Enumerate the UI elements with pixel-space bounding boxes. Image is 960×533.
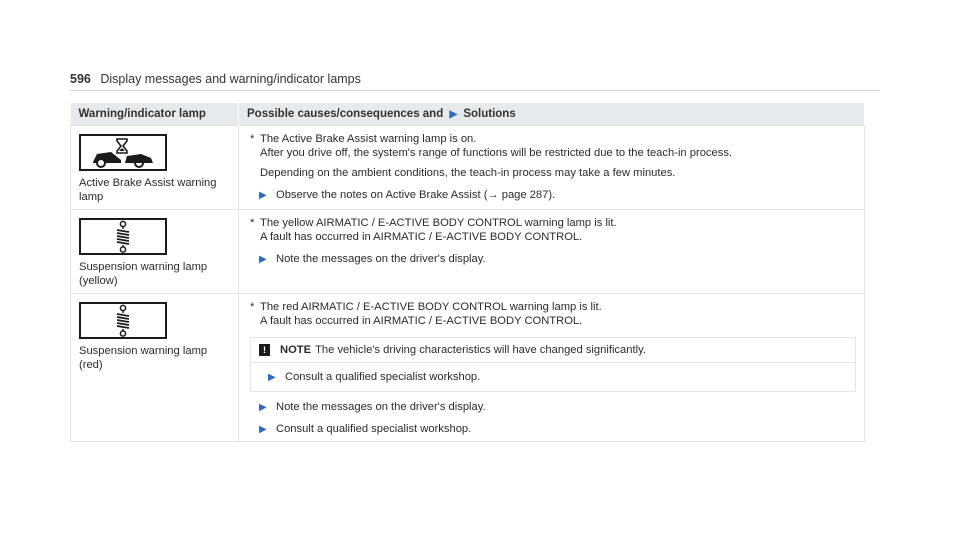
lamp-cell [71, 126, 239, 210]
cause-text: A fault has occurred in AIRMATIC / E-ACTIVE BODY CONTROL. [260, 231, 583, 243]
footnote-star: * [250, 217, 255, 229]
note-step-row [251, 362, 855, 391]
active-brake-assist-icon [79, 134, 167, 171]
lamp-label-cont: (red) [79, 359, 103, 371]
col-header-solutions-text: Solutions [463, 107, 516, 120]
col-header-causes-text: Possible causes/consequences and [247, 107, 444, 120]
solution-step [259, 188, 856, 202]
table-row [71, 126, 865, 210]
page-ref-arrow-icon: → [487, 189, 499, 201]
cause-text: After you drive off, the system's range of functions will be restricted due to the teach-in process. [260, 147, 733, 159]
footnote-star: * [250, 301, 255, 313]
cause-text: The red AIRMATIC / E-ACTIVE BODY CONTROL warning lamp is lit. [260, 301, 602, 313]
suspension-icon [79, 302, 167, 339]
step-text: Note the messages on the driver's display. [276, 401, 486, 413]
lamp-label-cont: (yellow) [79, 275, 118, 287]
causes-cell [239, 294, 865, 442]
step-arrow-icon: ▶ [259, 424, 267, 435]
warning-exclamation-icon: ! [259, 344, 270, 356]
col-header-lamp: Warning/indicator lamp [71, 103, 239, 126]
step-text: Observe the notes on Active Brake Assist ( [276, 189, 488, 201]
lamp-cell [71, 210, 239, 294]
cause-text: A fault has occurred in AIRMATIC / E-ACTIVE BODY CONTROL. [260, 315, 583, 327]
step-arrow-icon: ▶ [259, 402, 267, 413]
solution-step [259, 422, 856, 436]
page-number: 596 [70, 72, 91, 86]
step-text: Note the messages on the driver's display. [276, 253, 486, 265]
col-header-causes [239, 103, 865, 126]
step-arrow-icon: ▶ [259, 254, 267, 265]
step-arrow-icon: ▶ [259, 190, 267, 201]
suspension-icon [79, 218, 167, 255]
table-row [71, 210, 865, 294]
table-header-row [71, 103, 865, 126]
lamp-label-cont: lamp [79, 191, 104, 203]
footnote-star: * [250, 133, 255, 145]
note-box [250, 337, 856, 392]
step-arrow-icon: ▶ [268, 372, 276, 383]
solution-step [259, 252, 856, 266]
lamp-label: Active Brake Assist warning [79, 177, 217, 189]
solution-arrow-icon: ▶ [449, 108, 458, 120]
causes-cell [239, 126, 865, 210]
cause-text: The yellow AIRMATIC / E-ACTIVE BODY CONTROL warning lamp is lit. [260, 217, 617, 229]
cause-text: Depending on the ambient conditions, the teach-in process may take a few minutes. [260, 167, 676, 179]
solution-step [268, 370, 847, 384]
cause-text: The Active Brake Assist warning lamp is on. [260, 133, 477, 145]
lamp-label: Suspension warning lamp [79, 345, 208, 357]
table-row [71, 294, 865, 442]
step-text: Consult a qualified specialist workshop. [285, 371, 481, 383]
causes-cell [239, 210, 865, 294]
note-header [251, 338, 855, 362]
note-text: The vehicle's driving characteristics will have changed significantly. [315, 344, 646, 356]
lamp-cell [71, 294, 239, 442]
step-text: Consult a qualified specialist workshop. [276, 423, 472, 435]
page-header [70, 72, 880, 91]
page-ref-link[interactable]: page 287). [501, 189, 556, 201]
lamp-label: Suspension warning lamp [79, 261, 208, 273]
solution-step [259, 400, 856, 414]
page-header-title: Display messages and warning/indicator lamps [100, 72, 361, 86]
warning-lamp-table [70, 103, 865, 442]
note-label: NOTE [280, 344, 312, 356]
